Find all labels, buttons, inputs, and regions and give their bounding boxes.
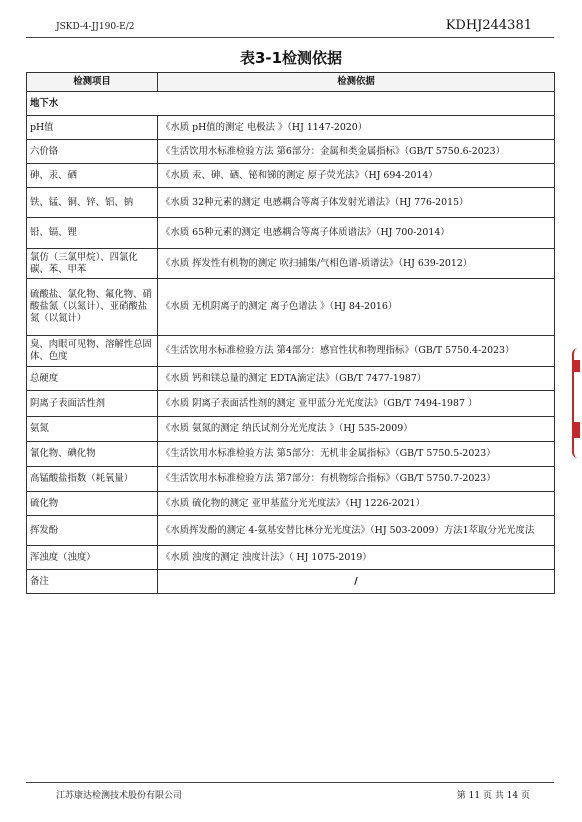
table-row xyxy=(27,249,555,279)
table-row xyxy=(27,546,555,570)
item-cell: 铅、镉、锂 xyxy=(27,218,158,249)
item-cell: 阴离子表面活性剂 xyxy=(27,391,158,417)
item-cell: 六价铬 xyxy=(27,140,158,164)
table-row xyxy=(27,391,555,417)
table-row xyxy=(27,417,555,442)
basis-cell: 《生活饮用水标准检验方法 第4部分：感官性状和物理指标》（GB/T 5750.4-2023） xyxy=(158,336,555,367)
item-cell: 臭、肉眼可见物、溶解性总固体、色度 xyxy=(27,336,158,367)
basis-cell: 《生活饮用水标准检验方法 第6部分：金属和类金属指标》（GB/T 5750.6-2023） xyxy=(158,140,555,164)
seal-stamp-fragment xyxy=(572,348,582,458)
basis-cell: 《水质 32种元素的测定 电感耦合等离子体发射光谱法》（HJ 776-2015） xyxy=(158,188,555,218)
testing-basis-table xyxy=(26,72,555,594)
column-header-item: 检测项目 xyxy=(27,73,158,92)
document-code: JSKD-4-JJ190-E/2 xyxy=(56,22,135,32)
basis-cell: 《水质 阴离子表面活性剂的测定 亚甲蓝分光光度法》（GB/T 7494-1987 ） xyxy=(158,391,555,417)
basis-cell: 《生活饮用水标准检验方法 第5部分：无机非金属指标》（GB/T 5750.5-2023） xyxy=(158,442,555,467)
table-row xyxy=(27,188,555,218)
basis-cell: 《水质 氨氮的测定 纳氏试剂分光光度法 》（HJ 535-2009） xyxy=(158,417,555,442)
basis-cell: 《水质 硫化物的测定 亚甲基蓝分光光度法》（HJ 1226-2021） xyxy=(158,492,555,516)
page-number: 第 11 页 共 14 页 xyxy=(456,791,530,801)
basis-cell: 《水质 65种元素的测定 电感耦合等离子体质谱法》（HJ 700-2014） xyxy=(158,218,555,249)
item-cell: 铁、锰、铜、锌、铝、钠 xyxy=(27,188,158,218)
basis-cell: 《水质 浊度的测定 浊度计法》（ HJ 1075-2019） xyxy=(158,546,555,570)
item-cell: pH值 xyxy=(27,116,158,140)
table-row xyxy=(27,218,555,249)
basis-cell: 《水质 无机阴离子的测定 离子色谱法 》（HJ 84-2016） xyxy=(158,279,555,336)
item-cell: 浑浊度（浊度） xyxy=(27,546,158,570)
seal-stamp-mark xyxy=(574,360,580,372)
section-label: 地下水 xyxy=(27,92,555,116)
item-cell: 氨氮 xyxy=(27,417,158,442)
table-row xyxy=(27,116,555,140)
basis-cell: 《水质 汞、砷、硒、铋和锑的测定 原子荧光法》（HJ 694-2014） xyxy=(158,164,555,188)
table-row xyxy=(27,140,555,164)
table-row xyxy=(27,492,555,516)
table-row xyxy=(27,164,555,188)
table-row xyxy=(27,516,555,546)
report-number: KDHJ244381 xyxy=(445,18,532,33)
remark-label: 备注 xyxy=(27,570,158,594)
item-cell: 硫酸盐、氯化物、氟化物、硝酸盐氮（以氮计）、亚硝酸盐氮（以氮计） xyxy=(27,279,158,336)
table-row xyxy=(27,570,555,594)
section-row xyxy=(27,92,555,116)
item-cell: 总硬度 xyxy=(27,367,158,391)
item-cell: 挥发酚 xyxy=(27,516,158,546)
company-name: 江苏康达检测技术股份有限公司 xyxy=(56,791,183,801)
table-row xyxy=(27,467,555,492)
item-cell: 氰化物、碘化物 xyxy=(27,442,158,467)
basis-cell: 《水质 pH值的测定 电极法 》（HJ 1147-2020） xyxy=(158,116,555,140)
seal-stamp-mark xyxy=(574,422,580,438)
table-row xyxy=(27,279,555,336)
basis-cell: 《水质 钙和镁总量的测定 EDTA滴定法》（GB/T 7477-1987） xyxy=(158,367,555,391)
table-title: 表3-1检测依据 xyxy=(239,49,343,67)
table-row xyxy=(27,336,555,367)
item-cell: 氯仿（三氯甲烷）、四氯化碳、苯、甲苯 xyxy=(27,249,158,279)
item-cell: 高锰酸盐指数（耗氧量） xyxy=(27,467,158,492)
remark-value: / xyxy=(158,570,555,594)
header-rule xyxy=(26,37,554,38)
table-row xyxy=(27,442,555,467)
table-header-row xyxy=(27,73,555,92)
footer-rule xyxy=(26,782,554,783)
basis-cell: 《生活饮用水标准检验方法 第7部分：有机物综合指标》（GB/T 5750.7-2023） xyxy=(158,467,555,492)
column-header-basis: 检测依据 xyxy=(158,73,555,92)
basis-cell: 《水质挥发酚的测定 4-氨基安替比林分光光度法》（HJ 503-2009）方法1萃取分光光度法 xyxy=(158,516,555,546)
item-cell: 砷、汞、硒 xyxy=(27,164,158,188)
table-row xyxy=(27,367,555,391)
basis-cell: 《水质 挥发性有机物的测定 吹扫捕集/气相色谱-质谱法》（HJ 639-2012） xyxy=(158,249,555,279)
item-cell: 硫化物 xyxy=(27,492,158,516)
